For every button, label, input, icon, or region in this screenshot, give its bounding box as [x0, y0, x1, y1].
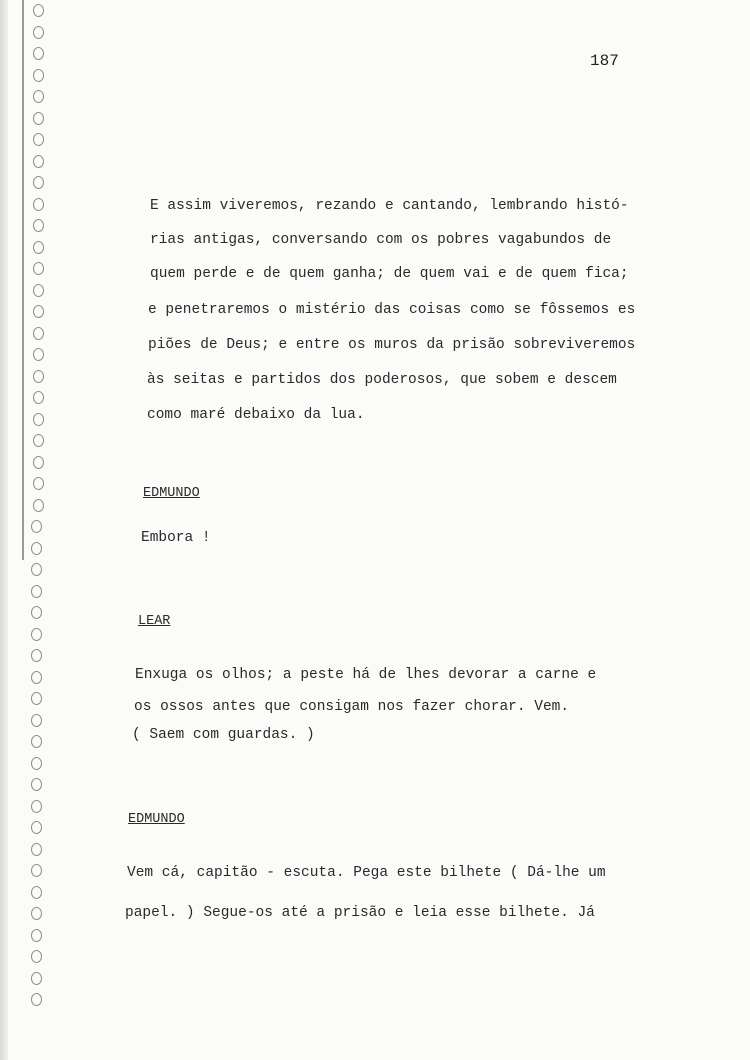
binder-hole	[31, 886, 42, 899]
text-line: quem perde e de quem ganha; de quem vai e de quem fica;	[150, 266, 629, 282]
binder-hole	[33, 47, 44, 60]
binder-hole	[31, 714, 42, 727]
binder-hole	[33, 434, 44, 447]
binder-hole	[33, 241, 44, 254]
binder-hole	[33, 4, 44, 17]
binder-hole	[33, 305, 44, 318]
binder-hole	[31, 563, 42, 576]
binder-hole	[31, 972, 42, 985]
binder-hole	[33, 262, 44, 275]
text-line: Enxuga os olhos; a peste há de lhes devorar a carne e	[135, 667, 597, 683]
binder-holes	[33, 0, 49, 1060]
text-line: papel. ) Segue-os até a prisão e leia esse bilhete. Já	[125, 905, 595, 921]
binder-hole	[31, 993, 42, 1006]
page-binding-edge	[0, 0, 8, 1060]
text-line: e penetraremos o mistério das coisas como se fôssemos es	[148, 302, 636, 318]
text-line: Embora !	[141, 530, 211, 546]
text-line: E assim viveremos, rezando e cantando, lembrando histó-	[150, 198, 629, 214]
binder-hole	[33, 477, 44, 490]
text-line: os ossos antes que consigam nos fazer chorar. Vem.	[134, 699, 570, 715]
binder-hole	[33, 499, 44, 512]
binder-hole	[33, 284, 44, 297]
binder-hole	[33, 155, 44, 168]
binder-hole	[33, 198, 44, 211]
binder-hole	[31, 585, 42, 598]
binder-hole	[31, 671, 42, 684]
binder-hole	[31, 907, 42, 920]
text-line: às seitas e partidos dos poderosos, que sobem e descem	[147, 372, 617, 388]
text-line: ( Saem com guardas. )	[132, 727, 315, 743]
text-line: piões de Deus; e entre os muros da prisão sobreviveremos	[148, 337, 636, 353]
binder-hole	[31, 606, 42, 619]
binder-hole	[33, 26, 44, 39]
speaker-name: EDMUNDO	[143, 486, 200, 501]
text-line: rias antigas, conversando com os pobres vagabundos de	[150, 232, 612, 248]
binder-hole	[33, 176, 44, 189]
binder-hole	[33, 69, 44, 82]
binder-hole	[33, 133, 44, 146]
binder-hole	[31, 649, 42, 662]
binder-hole	[33, 391, 44, 404]
binder-hole	[33, 348, 44, 361]
binder-hole	[31, 735, 42, 748]
binder-hole	[33, 327, 44, 340]
binder-hole	[33, 219, 44, 232]
speaker-name: LEAR	[138, 614, 171, 629]
binder-hole	[33, 413, 44, 426]
text-line: como maré debaixo da lua.	[147, 407, 365, 423]
binder-hole	[31, 757, 42, 770]
binder-hole	[31, 628, 42, 641]
binder-hole	[33, 370, 44, 383]
page-number: 187	[590, 52, 619, 70]
binder-hole	[31, 929, 42, 942]
binder-hole	[33, 456, 44, 469]
binder-hole	[31, 800, 42, 813]
binder-hole	[33, 112, 44, 125]
binder-hole	[31, 520, 42, 533]
binder-hole	[31, 542, 42, 555]
text-line: Vem cá, capitão - escuta. Pega este bilhete ( Dá-lhe um	[127, 865, 606, 881]
binder-hole	[31, 821, 42, 834]
speaker-name: EDMUNDO	[128, 812, 185, 827]
binder-hole	[31, 692, 42, 705]
binder-hole	[33, 90, 44, 103]
binder-hole	[31, 950, 42, 963]
margin-rule-line	[22, 0, 24, 560]
binder-hole	[31, 864, 42, 877]
binder-hole	[31, 778, 42, 791]
binder-hole	[31, 843, 42, 856]
